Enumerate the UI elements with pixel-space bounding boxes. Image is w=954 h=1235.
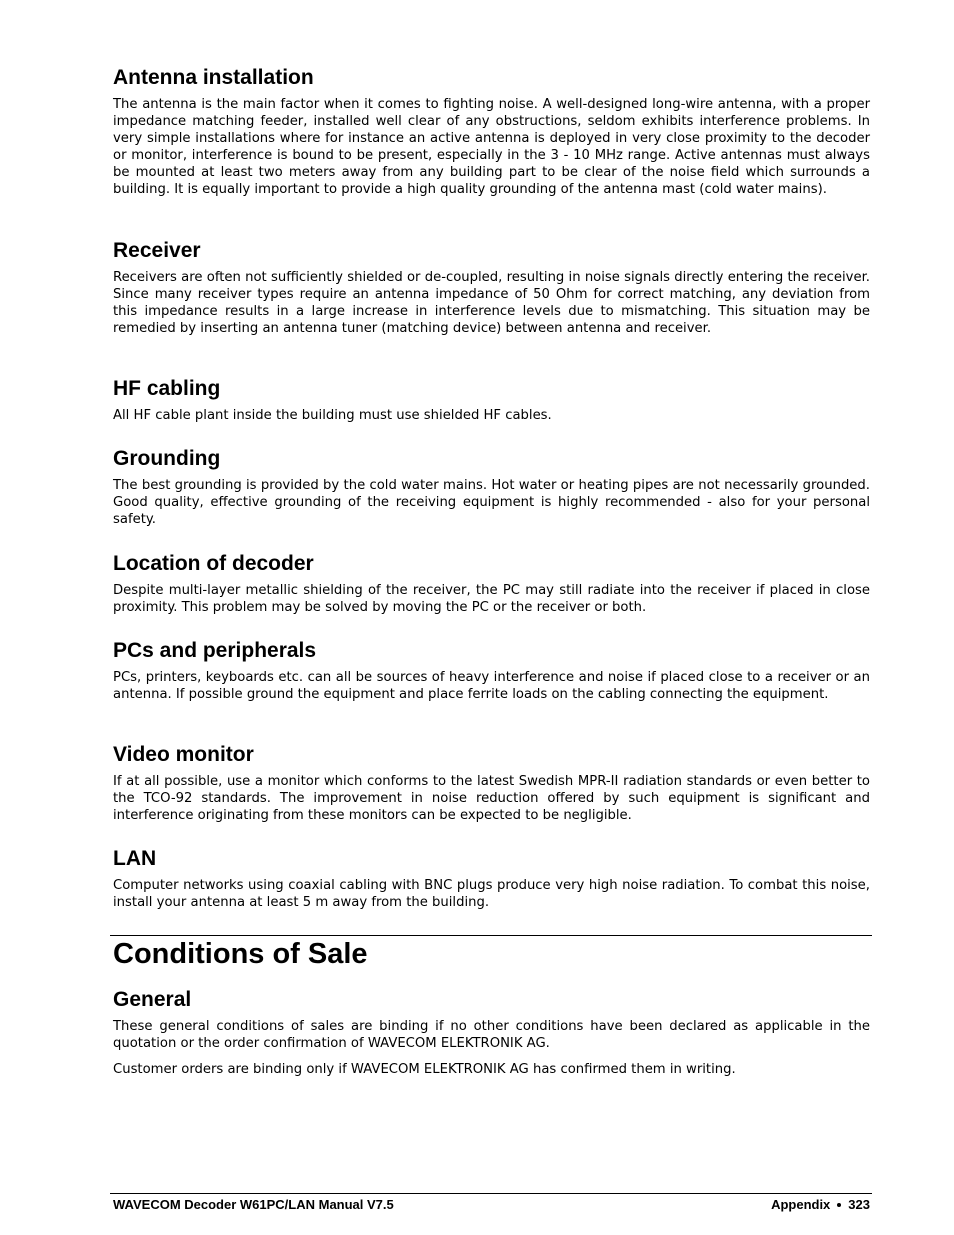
page-footer [113,1197,870,1213]
footer-page-number: 323 [848,1197,870,1212]
section-paragraph: If at all possible, use a monitor which conforms to the latest Swedish MPR-II radiation standards or even better to the TCO-92 standards. The improvement in noise reduction offered by such equipment is significant and interference originating from these monitors can be expected to be negligible. [113,774,870,823]
footer-section-name: Appendix [771,1197,831,1212]
section-paragraph: PCs, printers, keyboards etc. can all be sources of heavy interference and noise if placed close to a receiver or an antenna. If possible ground the equipment and place ferrite loads on the cabling connecting the equipment. [113,670,870,702]
footer-manual-title: WAVECOM Decoder W61PC/LAN Manual V7.5 [113,1197,394,1212]
footer-page-info [771,1197,870,1213]
section-heading: LAN [113,847,157,870]
footer-divider [110,1193,872,1194]
chapter-divider [110,935,872,936]
section-heading: Location of decoder [113,552,314,575]
section-heading: Grounding [113,447,221,470]
section-heading: Receiver [113,239,201,262]
section-location-of-decoder [113,552,870,616]
section-antenna-installation [113,66,870,198]
section-paragraph: All HF cable plant inside the building must use shielded HF cables. [113,408,552,423]
section-paragraph: Computer networks using coaxial cabling with BNC plugs produce very high noise radiation. To combat this noise, install your antenna at least 5 m away from the building. [113,878,870,910]
section-paragraph: The best grounding is provided by the cold water mains. Hot water or heating pipes are not necessarily grounded. Good quality, effective grounding of the receiving equipment is highly recommended - also for your personal safety. [113,478,870,527]
section-receiver [113,239,870,337]
section-heading: Video monitor [113,743,254,766]
section-heading: Antenna installation [113,66,314,89]
section-hf-cabling [113,377,870,424]
section-lan [113,847,870,911]
chapter-title: Conditions of Sale [113,938,368,970]
section-paragraph: Receivers are often not sufficiently shielded or de-coupled, resulting in noise signals directly entering the receiver. Since many receiver types require an antenna impedance of 50 Ohm for correct matching, any deviation from this impedance results in a large increase in interference levels due to mismatching. This situation may be remedied by inserting an antenna tuner (matching device) between antenna and receiver. [113,270,870,336]
section-grounding [113,447,870,528]
section-paragraph: Customer orders are binding only if WAVECOM ELEKTRONIK AG has confirmed them in writing. [113,1062,736,1077]
section-pcs-and-peripherals [113,639,870,703]
section-heading: General [113,988,192,1011]
chapter-conditions-of-sale [113,937,870,971]
section-heading: PCs and peripherals [113,639,317,662]
bullet-separator-icon [837,1203,841,1207]
section-general [113,988,870,1078]
section-paragraph: Despite multi-layer metallic shielding of the receiver, the PC may still radiate into the receiver if placed in close proximity. This problem may be solved by moving the PC or the receiver or both. [113,583,870,615]
section-paragraph: These general conditions of sales are binding if no other conditions have been declared as applicable in the quotation or the order confirmation of WAVECOM ELEKTRONIK AG. [113,1019,870,1051]
section-paragraph: The antenna is the main factor when it comes to fighting noise. A well-designed long-wire antenna, with a proper impedance matching feeder, installed well clear of any obstructions, seldom exhibits interference problems. In very simple installations where for instance an active antenna is deployed in very close proximity to the decoder or monitor, interference is bound to be present, especially in the 3 - 10 MHz range. Active antennas must always be mounted at least two meters away from any building part to be clear of the noise field which surrounds a building. It is equally important to provide a high quality grounding of the antenna mast (cold water mains). [113,97,870,197]
section-video-monitor [113,743,870,824]
section-heading: HF cabling [113,377,221,400]
